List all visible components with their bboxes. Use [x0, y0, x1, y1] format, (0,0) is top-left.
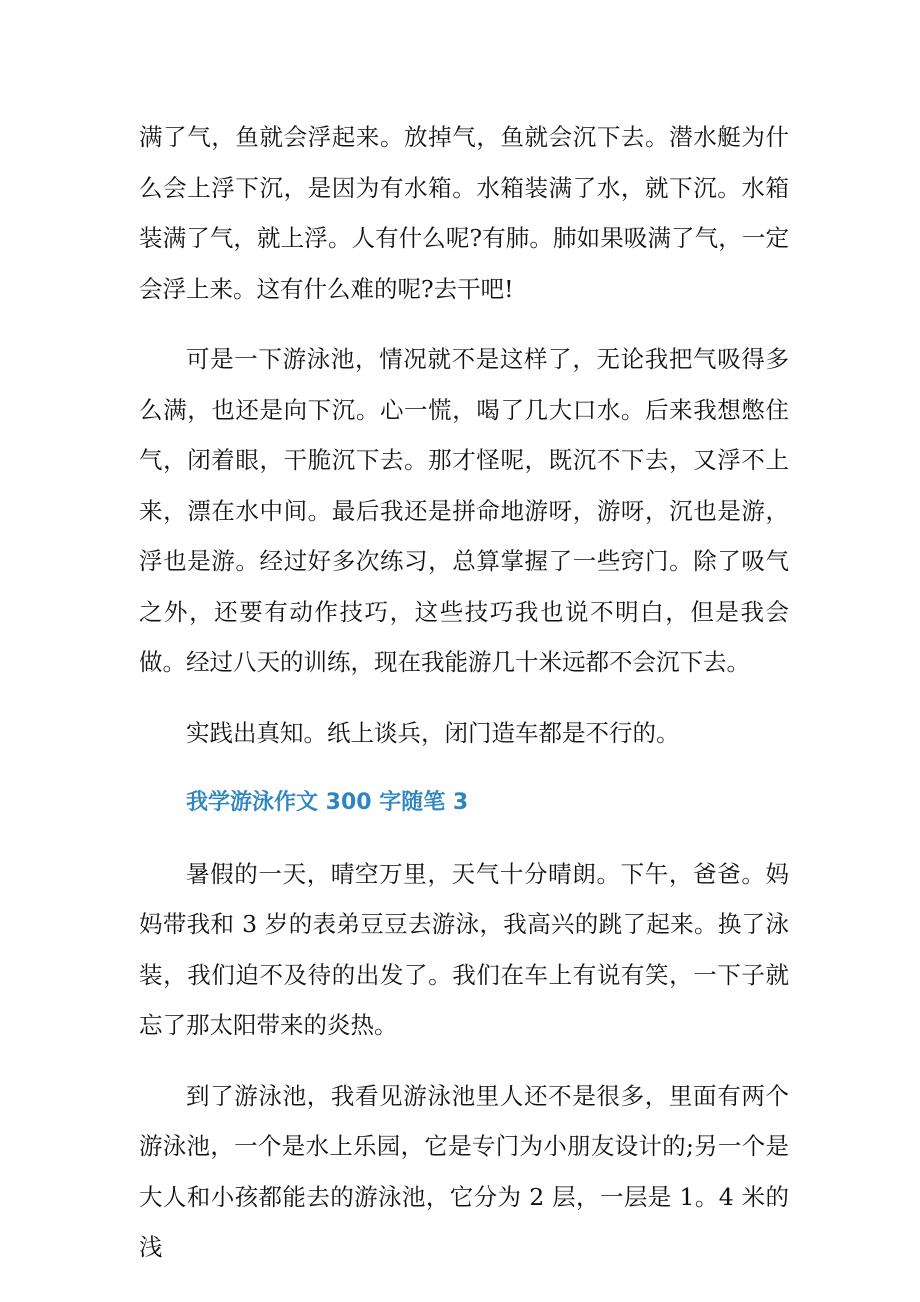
- paragraph-3: 实践出真知。纸上谈兵，闭门造车都是不行的。: [186, 718, 680, 747]
- paragraph-1: 满了气，鱼就会浮起来。放掉气，鱼就会沉下去。潜水艇为什么会上浮下沉，是因为有水箱。水箱装满了水，就下沉。水箱装满了气，就上浮。人有什么呢?有肺。肺如果吸满了气，一定会浮上来。这有什么难的呢?去干吧!: [139, 123, 789, 303]
- document-body: [139, 112, 789, 1293]
- paragraph-2: 可是一下游泳池，情况就不是这样了，无论我把气吸得多么满，也还是向下沉。心一慌，喝了几大口水。后来我想憋住气，闭着眼，干脆沉下去。那才怪呢，既沉不下去，又浮不上来，漂在水中间。最后我还是拼命地游呀，游呀，沉也是游，浮也是游。经过好多次练习，总算掌握了一些窍门。除了吸气之外，还要有动作技巧，这些技巧我也说不明白，但是我会做。经过八天的训练，现在我能游几十米远都不会沉下去。: [139, 345, 789, 676]
- section-heading: 我学游泳作文 300 字随笔 3: [186, 790, 469, 815]
- paragraph-4: 暑假的一天，晴空万里，天气十分晴朗。下午，爸爸。妈妈带我和 3 岁的表弟豆豆去游泳，我高兴的跳了起来。换了泳装，我们迫不及待的出发了。我们在车上有说有笑，一下子就忘了那太阳带来的炎热。: [139, 859, 789, 1039]
- paragraph-5: 到了游泳池，我看见游泳池里人还不是很多，里面有两个游泳池，一个是水上乐园，它是专门为小朋友设计的;另一个是大人和小孩都能去的游泳池，它分为 2 层，一层是 1。4 米的浅: [139, 1081, 789, 1261]
